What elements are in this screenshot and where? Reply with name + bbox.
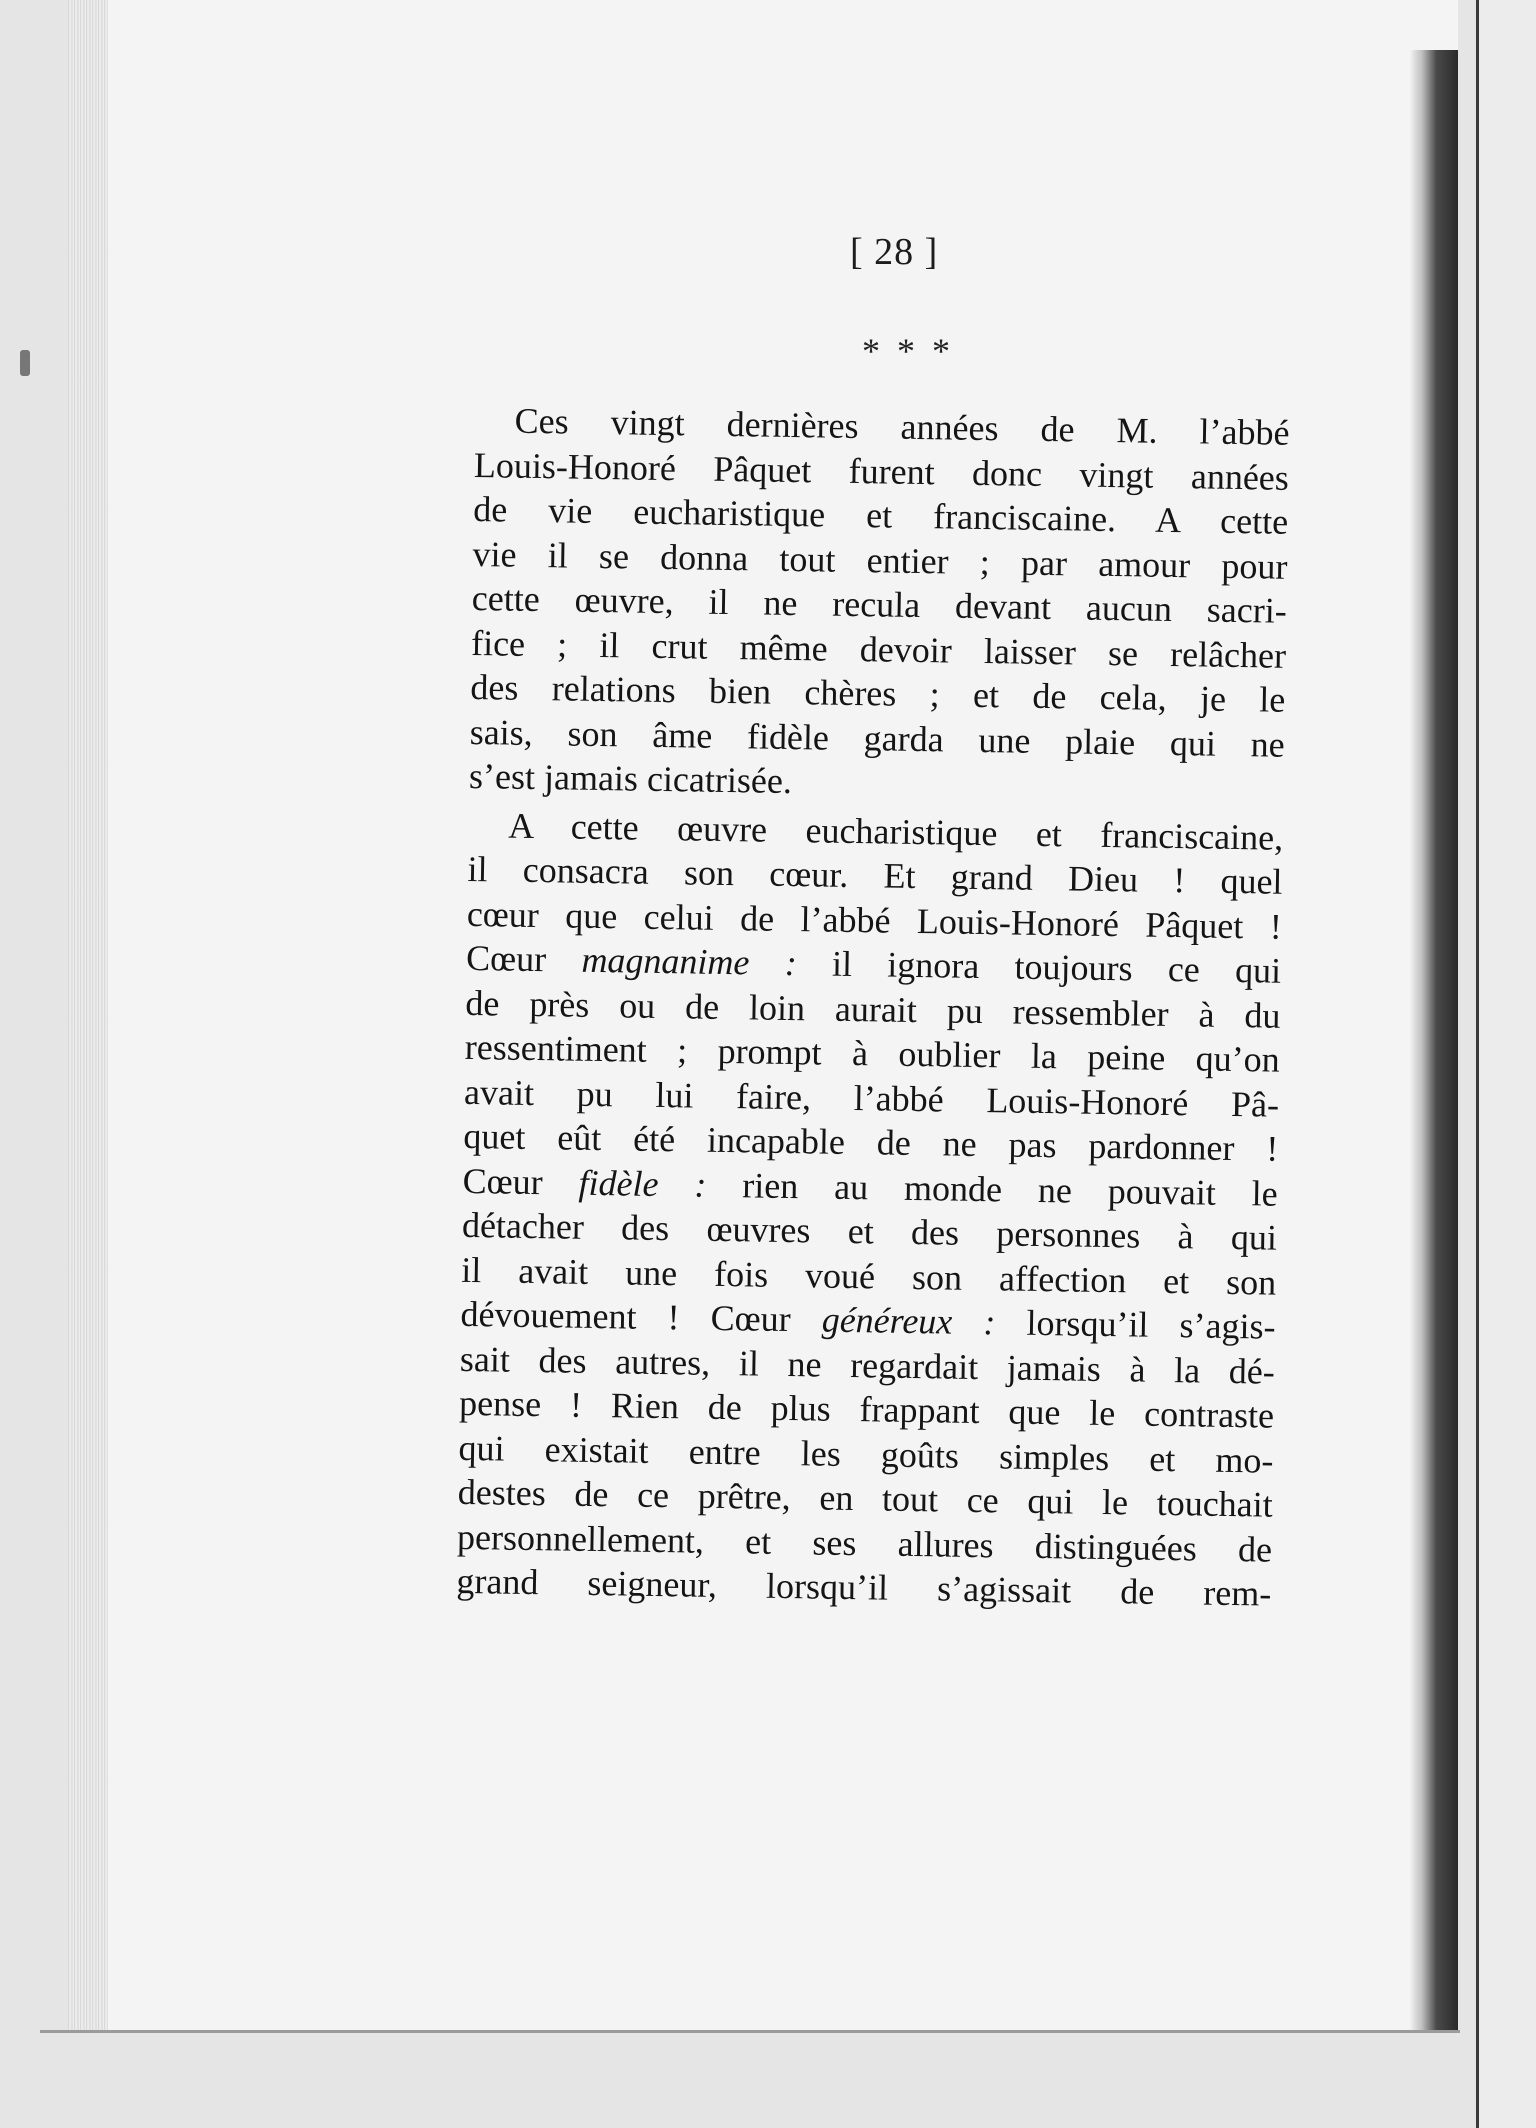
text-line: des relations bien chères ; et de cela, je le xyxy=(470,666,1286,720)
text-line: s’est jamais cicatrisée. xyxy=(468,755,793,802)
text-line: cette œuvre, il ne recula devant aucun sacri- xyxy=(471,577,1288,631)
text-line: quet eût été incapable de ne pas pardonner ! xyxy=(463,1115,1279,1169)
text-fragment: Cœur xyxy=(465,937,547,980)
text-line: détacher des œuvres et des personnes à qui xyxy=(461,1204,1278,1258)
section-ornament: * * * xyxy=(862,331,954,371)
scan-artifact xyxy=(20,350,30,376)
page-bottom-edge xyxy=(40,2030,1460,2033)
text-line: il consacra son cœur. Et grand Dieu ! quel xyxy=(467,848,1283,902)
text-line: de vie eucharistique et franciscaine. A cette xyxy=(472,488,1289,542)
text-line: de près ou de loin aurait pu ressembler à du xyxy=(465,982,1281,1036)
text-line: sais, son âme fidèle garda une plaie qui ne xyxy=(469,711,1285,765)
text-line: ressentiment ; prompt à oublier la peine qu’on xyxy=(464,1026,1281,1080)
italic-term: généreux : xyxy=(821,1299,996,1343)
italic-term: fidèle : xyxy=(578,1162,707,1205)
text-fragment: lorsqu’il s’agis- xyxy=(1026,1302,1276,1347)
text-line: destes de ce prêtre, en tout ce qui le touchait xyxy=(457,1471,1274,1525)
text-line: grand seigneur, lorsqu’il s’agissait de rem- xyxy=(456,1560,1272,1614)
page-number: [ 28 ] xyxy=(850,231,939,273)
text-line: Ces vingt dernières années de M. l’abbé xyxy=(514,400,1290,453)
text-fragment: dévouement ! Cœur xyxy=(460,1293,791,1340)
text-line: vie il se donna tout entier ; par amour pour xyxy=(472,533,1288,587)
text-line: personnellement, et ses allures distinguées de xyxy=(456,1516,1273,1570)
text-line: pense ! Rien de plus frappant que le contraste xyxy=(458,1382,1275,1436)
text-fragment: Cœur xyxy=(462,1160,544,1202)
text-line: fice ; il crut même devoir laisser se relâcher xyxy=(470,622,1287,676)
text-fragment: il ignora toujours ce qui xyxy=(831,943,1282,991)
text-line: A cette œuvre eucharistique et franciscaine, xyxy=(507,805,1284,858)
next-page-edge xyxy=(1476,0,1536,2128)
paragraph-2 xyxy=(456,802,1283,1616)
italic-term: magnanime : xyxy=(581,939,798,984)
text-line: il avait une fois voué son affection et son xyxy=(460,1249,1277,1303)
text-line: Louis-Honoré Pâquet furent donc vingt années xyxy=(473,444,1290,498)
page-stack-edges xyxy=(68,0,109,2030)
body-text xyxy=(456,398,1290,1616)
paragraph-1 xyxy=(469,398,1290,811)
text-fragment: rien au monde ne pouvait le xyxy=(742,1164,1278,1214)
text-line: qui existait entre les goûts simples et mo- xyxy=(458,1427,1274,1481)
book-spine-shadow xyxy=(1410,50,1458,2030)
text-line: sait des autres, il ne regardait jamais à la dé- xyxy=(459,1338,1276,1392)
text-line: cœur que celui de l’abbé Louis-Honoré Pâquet ! xyxy=(466,893,1283,947)
text-line: avait pu lui faire, l’abbé Louis-Honoré Pâ- xyxy=(463,1071,1280,1125)
